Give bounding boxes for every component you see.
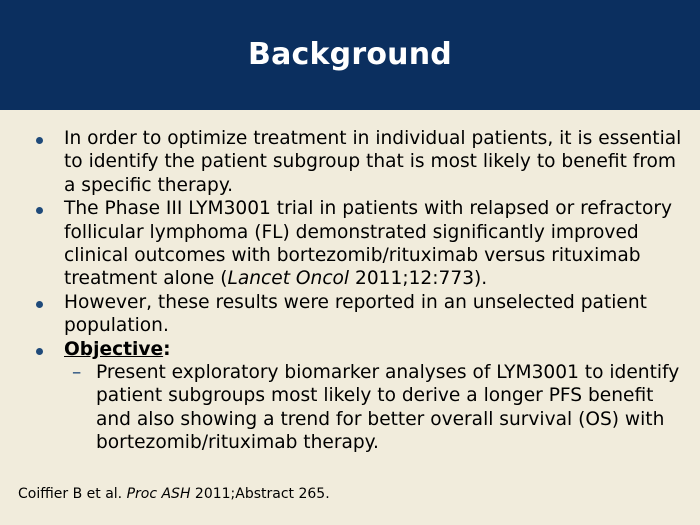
bullet-text: However, these results were reported in an unselected patient population.	[64, 291, 647, 337]
sub-bullet-text: Present exploratory biomarker analyses of LYM3001 to identify patient subgroups most likely to derive a longer PFS benefit and also showing a trend for better overall survival (OS) with bortezomib/rituximab therapy.	[96, 362, 680, 454]
bullet-dot-icon	[36, 137, 43, 144]
sub-bullet-objective	[0, 361, 700, 455]
slide-header	[0, 0, 700, 110]
dash-bullet-icon: –	[72, 362, 82, 384]
reference-footnote	[18, 485, 330, 503]
bullet-item-objective	[0, 338, 700, 361]
bullet-dot-icon	[36, 207, 43, 214]
footnote-authors: Coiffier B et al.	[18, 486, 127, 502]
bullet-text: In order to optimize treatment in individual patients, it is essential to identify the patient subgroup that is most likely to benefit from a specific therapy.	[64, 128, 682, 196]
bullet-item-3	[0, 291, 700, 338]
slide-body	[0, 127, 700, 455]
bullet-item-2	[0, 197, 700, 291]
slide-title: Background	[248, 36, 452, 72]
bullet-dot-icon	[36, 348, 43, 355]
citation-details: 2011;12:773).	[349, 268, 488, 290]
footnote-journal: Proc ASH	[126, 486, 191, 502]
journal-citation: Lancet Oncol	[227, 268, 350, 290]
bullet-dot-icon	[36, 301, 43, 308]
objective-label: Objective	[64, 338, 164, 360]
bullet-item-1	[0, 127, 700, 197]
footnote-details: 2011;Abstract 265.	[190, 486, 330, 502]
bullet-text: The Phase III LYM3001 trial in patients with relapsed or refractory follicular lymphoma (FL) demonstrated significantly improved clinical outcomes with bortezomib/rituximab versus rituximab treatment alone (	[64, 198, 672, 290]
objective-colon: :	[163, 338, 171, 360]
